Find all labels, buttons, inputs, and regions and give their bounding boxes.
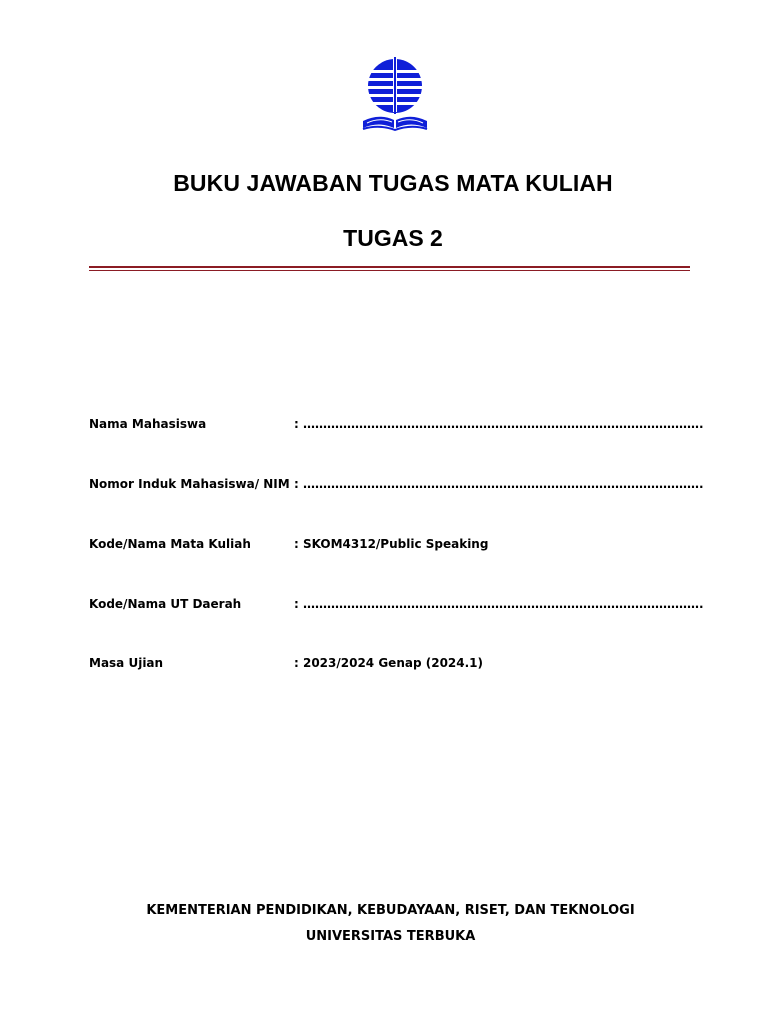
field-label-regional-office: Kode/Nama UT Daerah — [89, 597, 242, 611]
document-subtitle: TUGAS 2 — [343, 225, 443, 251]
field-label-student-id: Nomor Induk Mahasiswa/ NIM — [89, 477, 290, 491]
field-row-course — [89, 534, 689, 554]
footer-university: UNIVERSITAS TERBUKA — [305, 929, 476, 944]
field-row-exam-period — [89, 653, 689, 673]
universitas-terbuka-logo-icon — [361, 57, 429, 131]
field-value-student-name: : ………………………………………………………………………………………. — [294, 417, 704, 431]
header-divider — [89, 266, 690, 268]
field-value-regional-office: : ………………………………………………………………………………………. — [294, 597, 704, 611]
field-row-student-id — [89, 474, 704, 494]
footer-ministry: KEMENTERIAN PENDIDIKAN, KEBUDAYAAN, RISET, DAN TEKNOLOGI — [146, 903, 635, 918]
field-row-student-name — [89, 414, 704, 434]
field-value-exam-period: : 2023/2024 Genap (2024.1) — [294, 656, 484, 670]
field-row-regional-office — [89, 594, 704, 614]
field-value-student-id: : ………………………………………………………………………………………. — [294, 477, 704, 491]
header-divider-thin — [89, 270, 690, 271]
field-label-exam-period: Masa Ujian — [89, 656, 164, 670]
field-label-course: Kode/Nama Mata Kuliah — [89, 537, 251, 551]
field-value-course: : SKOM4312/Public Speaking — [294, 537, 489, 551]
document-title: BUKU JAWABAN TUGAS MATA KULIAH — [173, 170, 613, 196]
field-label-student-name: Nama Mahasiswa — [89, 417, 207, 431]
